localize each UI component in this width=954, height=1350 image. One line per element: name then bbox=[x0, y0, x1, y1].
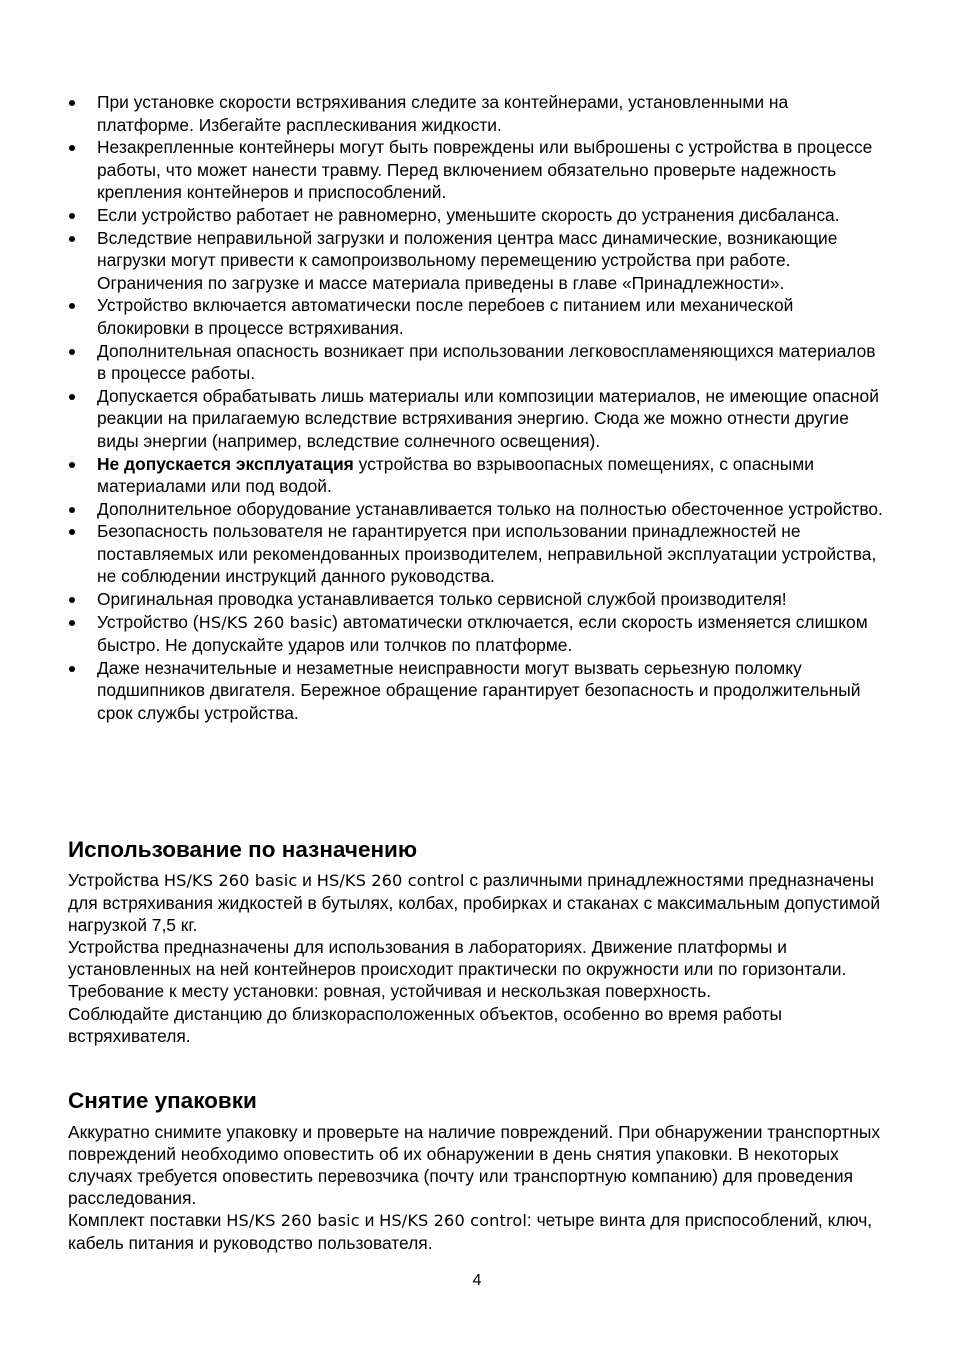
list-item bbox=[68, 657, 888, 725]
unpacking-paragraph: Аккуратно снимите упаковку и проверьте на наличие повреждений. При обнаружении транспортных повреждений необходимо оповестить об их обнаружении в день снятия упаковки. В некоторых случаях требуется оповестить перевозчика (почту или транспортную компанию) для проведения расследования. bbox=[68, 1122, 881, 1209]
intended-use-paragraph: Требование к месту установки: ровная, устойчивая и нескользкая поверхность. bbox=[68, 981, 712, 1002]
list-item bbox=[68, 498, 888, 521]
paragraph-text: с различными принадлежностями предназначены для встряхивания жидкостей в бутылях, колбах, пробирках и стаканах с максимальным допустимой нагрузкой 7,5 кг. bbox=[68, 870, 881, 936]
bullet-icon bbox=[69, 666, 75, 672]
paragraph-text: Устройства bbox=[68, 870, 164, 890]
bullet-text: Допускается обрабатывать лишь материалы или композиции материалов, не имеющие опасной реакции на прилагаемую вследствие встряхивания энергию. Сюда же можно отнести другие виды энергии (например, вследствие солнечного освещения). bbox=[97, 385, 879, 451]
intended-use-paragraph bbox=[68, 869, 898, 936]
model-name: HS/KS 260 basic bbox=[163, 871, 298, 890]
bullet-text: ) автоматически отключается, если скорость изменяется слишком быстро. Не допускайте ударов или толчков по платформе. bbox=[97, 611, 868, 656]
intended-use-heading: Использование по назначению bbox=[68, 837, 418, 862]
bullet-text: Даже незначительные и незаметные неисправности могут вызвать серьезную поломку подшипников двигателя. Бережное обращение гарантирует безопасность и продолжительный срок службы устройства. bbox=[97, 657, 861, 724]
model-name: HS/KS 260 basic bbox=[198, 612, 333, 632]
bullet-text: Вследствие неправильной загрузки и положения центра масс динамические, возникающие нагрузки могут привести к самопроизвольному перемещению устройства при работе. Ограничения по загрузке и массе материала приведены в главе «Принадлежности». bbox=[97, 227, 838, 293]
bullet-text: Безопасность пользователя не гарантируется при использовании принадлежностей не поставляемых или рекомендованных производителем, неправильной эксплуатации устройства, не соблюдении инструкций данного руководства. bbox=[97, 521, 877, 587]
list-item bbox=[68, 136, 888, 204]
unpacking-heading: Снятие упаковки bbox=[68, 1088, 257, 1113]
bullet-text: Устройство ( bbox=[97, 611, 199, 632]
paragraph-text: и bbox=[359, 1210, 380, 1231]
unpacking-paragraph bbox=[68, 1209, 898, 1254]
list-item bbox=[68, 611, 888, 657]
model-name: HS/KS 260 control bbox=[379, 1211, 527, 1231]
bullet-icon bbox=[69, 100, 75, 106]
bullet-icon bbox=[69, 462, 75, 468]
list-item bbox=[68, 204, 888, 227]
paragraph-text: и bbox=[297, 870, 317, 890]
bullet-icon bbox=[69, 303, 75, 309]
intended-use-section bbox=[68, 869, 898, 1047]
list-item bbox=[68, 588, 888, 611]
list-item bbox=[68, 340, 888, 385]
list-item bbox=[68, 294, 888, 339]
bullet-icon bbox=[69, 394, 75, 400]
list-item bbox=[68, 453, 888, 498]
intended-use-paragraph: Устройства предназначены для использования в лабораториях. Движение платформы и установленных на ней контейнеров происходит практически по окружности или по горизонтали. bbox=[68, 937, 847, 980]
intended-use-paragraph: Соблюдайте дистанцию до близкорасположенных объектов, особенно во время работы встряхивателя. bbox=[68, 1003, 782, 1046]
paragraph-text: Комплект поставки bbox=[68, 1210, 227, 1231]
safety-bullet-list bbox=[68, 91, 888, 725]
list-item bbox=[68, 385, 888, 453]
model-name: HS/KS 260 control bbox=[316, 871, 465, 890]
bullet-text: При установке скорости встряхивания следите за контейнерами, установленными на платформе. Избегайте расплескивания жидкости. bbox=[97, 92, 789, 135]
bullet-text: Дополнительное оборудование устанавливается только на полностью обесточенное устройство. bbox=[97, 498, 883, 519]
paragraph-text: : четыре винта для приспособлений, ключ, кабель питания и руководство пользователя. bbox=[68, 1210, 873, 1254]
bullet-icon bbox=[69, 597, 75, 603]
bullet-icon bbox=[69, 529, 75, 535]
bullet-icon bbox=[69, 213, 75, 219]
bullet-icon bbox=[69, 620, 75, 626]
unpacking-section bbox=[68, 1121, 898, 1255]
list-item bbox=[68, 227, 888, 295]
bullet-icon bbox=[69, 145, 75, 151]
bullet-bold-text: Не допускается эксплуатация bbox=[97, 453, 354, 474]
bullet-text: Оригинальная проводка устанавливается только сервисной службой производителя! bbox=[97, 589, 787, 610]
model-name: HS/KS 260 basic bbox=[226, 1211, 360, 1231]
bullet-icon bbox=[69, 349, 75, 355]
bullet-text: Незакрепленные контейнеры могут быть повреждены или выброшены с устройства в процессе работы, что может нанести травму. Перед включением обязательно проверьте надежность крепления контейнеров и приспособлений. bbox=[97, 137, 873, 203]
list-item bbox=[68, 520, 888, 588]
bullet-text: Если устройство работает не равномерно, уменьшите скорость до устранения дисбаланса. bbox=[97, 204, 840, 225]
bullet-text: устройства во взрывоопасных помещениях, с опасными материалами или под водой. bbox=[97, 453, 814, 497]
list-item bbox=[68, 91, 888, 136]
bullet-text: Дополнительная опасность возникает при использовании легковоспламеняющихся материалов в процессе работы. bbox=[97, 340, 876, 384]
page-number: 4 bbox=[472, 1272, 482, 1289]
bullet-text: Устройство включается автоматически после перебоев с питанием или механической блокировки в процессе встряхивания. bbox=[97, 295, 794, 338]
bullet-icon bbox=[69, 507, 75, 513]
bullet-icon bbox=[69, 236, 75, 242]
